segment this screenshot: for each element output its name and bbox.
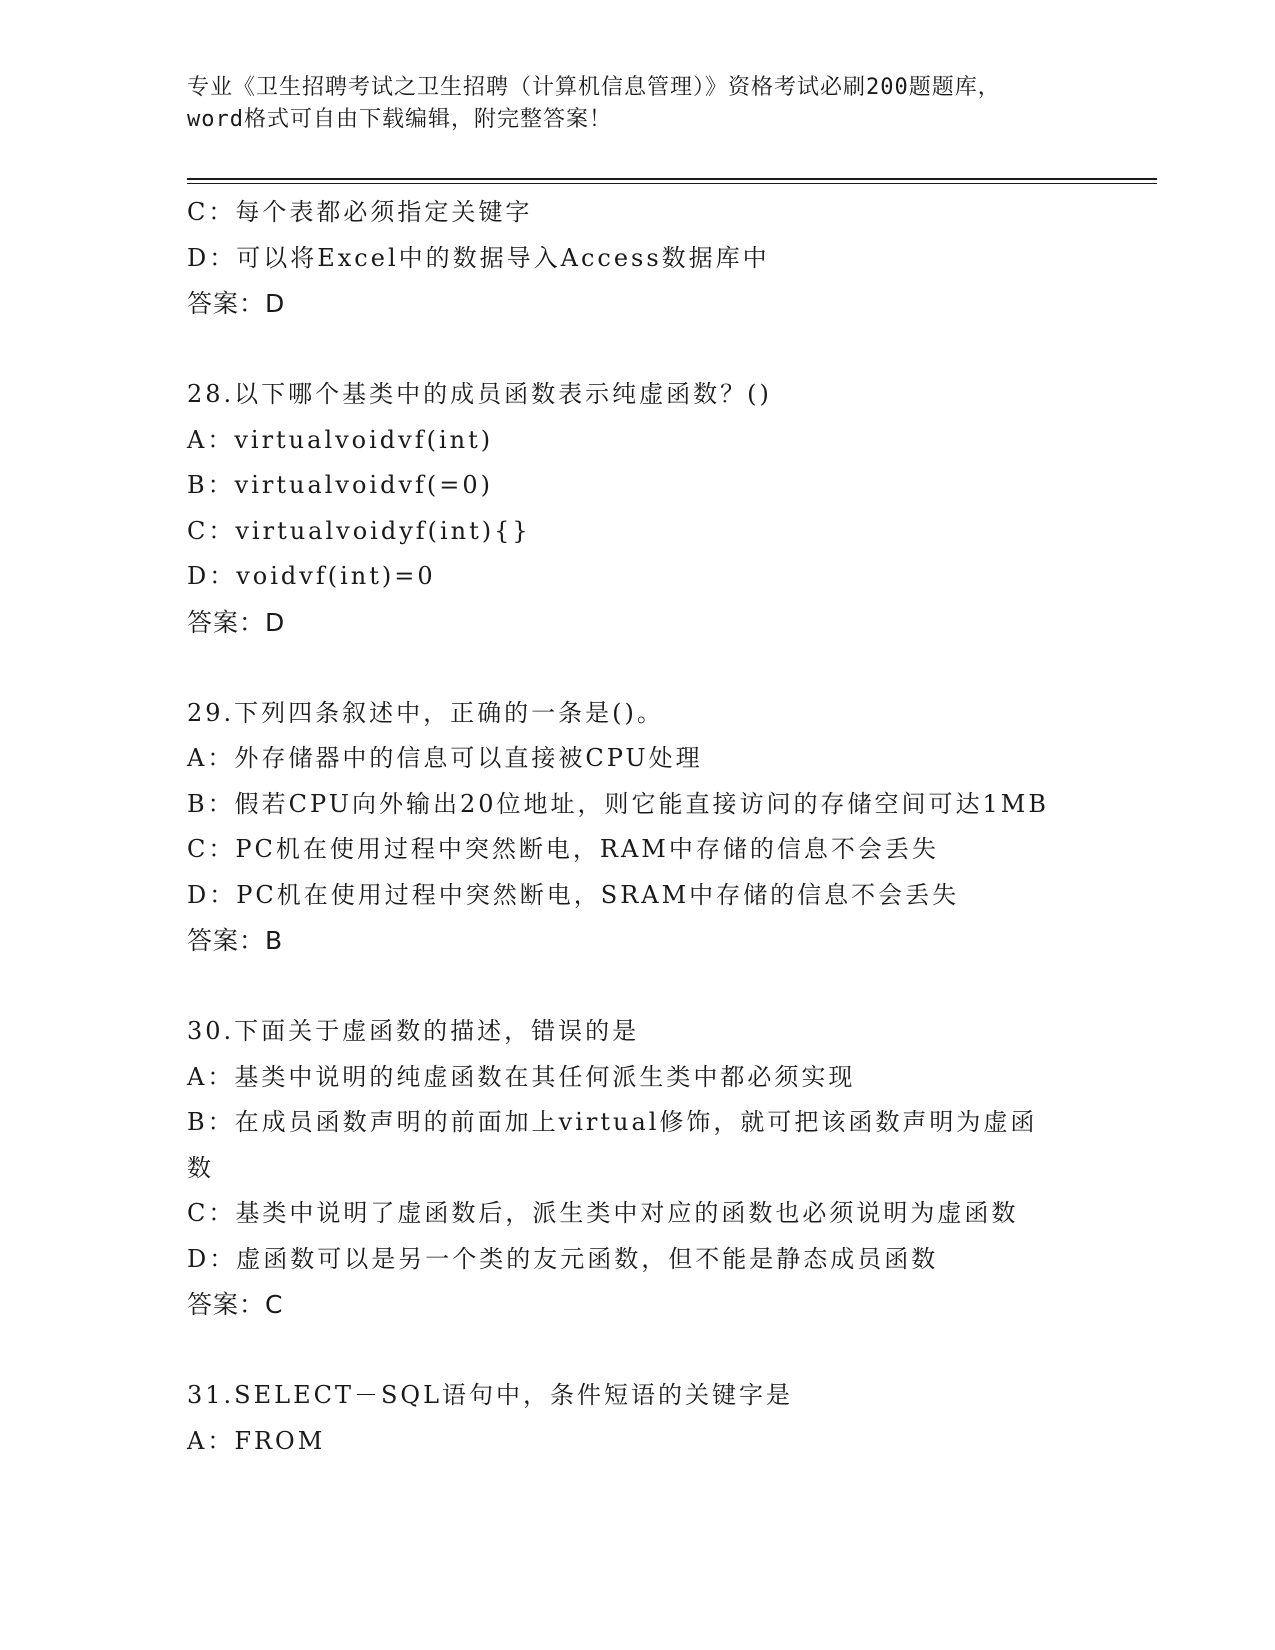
- option-c: C：PC机在使用过程中突然断电，RAM中存储的信息不会丢失: [187, 835, 939, 863]
- header-divider-thin: [187, 183, 1157, 184]
- question-31: [187, 1373, 1087, 1464]
- document-header: [187, 72, 1107, 136]
- answer-line: 答案：D: [187, 289, 286, 318]
- question-27-tail: [187, 190, 1087, 327]
- option-d: D：可以将Excel中的数据导入Access数据库中: [187, 243, 770, 272]
- option-a: A：基类中说明的纯虚函数在其任何派生类中都必须实现: [187, 1062, 856, 1091]
- option-d: D：PC机在使用过程中突然断电，SRAM中存储的信息不会丢失: [187, 880, 960, 909]
- answer-line: 答案：C: [187, 1290, 284, 1319]
- header-divider-thick: [187, 178, 1157, 180]
- answer-line: 答案：D: [187, 607, 286, 637]
- option-d: D：voidvf(int)=0: [187, 562, 436, 590]
- answer-line: 答案：B: [187, 926, 284, 955]
- spacer: [187, 1328, 1087, 1374]
- option-b: B：在成员函数声明的前面加上virtual修饰，就可把该函数声明为虚函数: [187, 1108, 1038, 1182]
- question-29: [187, 691, 1087, 964]
- option-c: C：每个表都必须指定关键字: [187, 198, 533, 226]
- option-a: A：virtualvoidvf(int): [187, 425, 494, 454]
- question-30: [187, 1009, 1087, 1328]
- spacer: [187, 964, 1087, 1010]
- spacer: [187, 645, 1087, 691]
- option-a: A：FROM: [187, 1426, 326, 1455]
- question-stem: 29.下列四条叙述中，正确的一条是()。: [187, 698, 664, 727]
- header-line-2: word格式可自由下载编辑，附完整答案！: [187, 107, 612, 132]
- option-c: C：基类中说明了虚函数后，派生类中对应的函数也必须说明为虚函数: [187, 1199, 1019, 1227]
- question-stem: 28.以下哪个基类中的成员函数表示纯虚函数？(): [187, 380, 772, 408]
- question-list: [187, 190, 1087, 1464]
- question-stem: 30.下面关于虚函数的描述，错误的是: [187, 1017, 640, 1045]
- option-d: D：虚函数可以是另一个类的友元函数，但不能是静态成员函数: [187, 1244, 939, 1273]
- option-a: A：外存储器中的信息可以直接被CPU处理: [187, 744, 703, 772]
- header-line-1: 专业《卫生招聘考试之卫生招聘（计算机信息管理）》资格考试必刷200题题库，: [187, 75, 1001, 100]
- question-28: [187, 372, 1087, 645]
- spacer: [187, 327, 1087, 373]
- option-b: B：假若CPU向外输出20位地址，则它能直接访问的存储空间可达1MB: [187, 789, 1049, 818]
- question-stem: 31.SELECT－SQL语句中，条件短语的关键字是: [187, 1381, 794, 1409]
- option-c: C：virtualvoidyf(int){}: [187, 516, 531, 545]
- option-b: B：virtualvoidvf(=0): [187, 471, 494, 499]
